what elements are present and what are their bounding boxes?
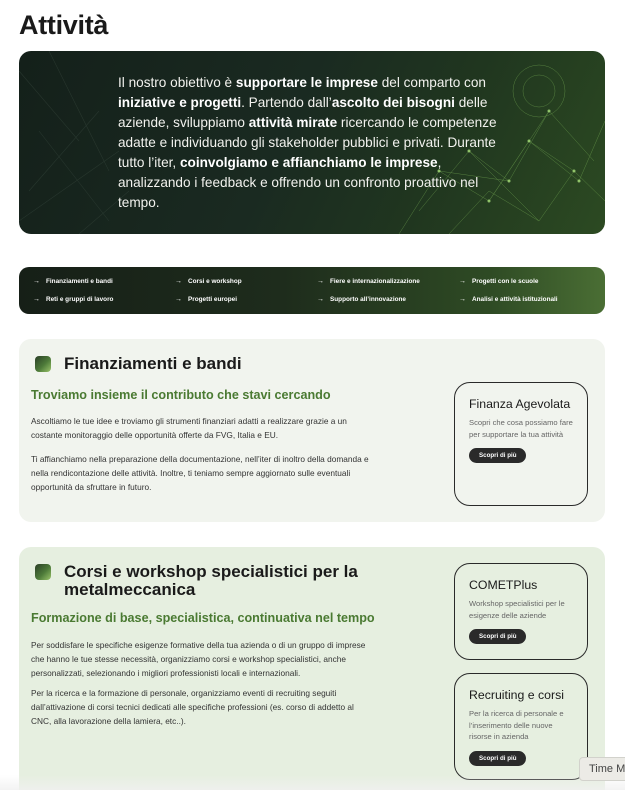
nav-link-label: Reti e gruppi di lavoro <box>46 296 114 303</box>
nav-link-label: Analisi e attività istituzionali <box>472 296 558 303</box>
nav-link[interactable] <box>175 275 317 288</box>
card-text: Workshop specialistici per le esigenze delle aziende <box>469 599 565 620</box>
section-finanziamenti <box>19 339 605 522</box>
nav-link-label: Finanziamenti e bandi <box>46 278 113 285</box>
card-recruiting-corsi[interactable] <box>454 673 588 780</box>
arrow-right-icon: → <box>317 278 324 285</box>
arrow-right-icon: → <box>175 278 182 285</box>
card-finanza-agevolata[interactable] <box>454 382 588 506</box>
section-title: Corsi e workshop specialistici per la metalmeccanica <box>64 562 358 599</box>
page-title: Attività <box>19 10 109 40</box>
card-text: Per la ricerca di personale e l’inserimento delle nuove risorse in azienda <box>469 709 564 741</box>
learn-more-button[interactable]: Scopri di più <box>469 751 526 766</box>
arrow-right-icon: → <box>175 296 182 303</box>
nav-link-label: Corsi e workshop <box>188 278 242 285</box>
section-subtitle: Formazione di base, specialistica, continuativa nel tempo <box>31 611 375 625</box>
nav-link[interactable] <box>33 293 175 306</box>
hero-text-segment: Il nostro obiettivo è <box>118 75 236 90</box>
section-paragraph: Ti affianchiamo nella preparazione della documentazione, nell’iter di inoltro della domanda e nella rendicontazione delle attività. Inoltre, ti teniamo sempre aggiornato sulle eventuali opportunità da sfruttare in futuro. <box>31 454 369 492</box>
hero-text-segment: , analizzando i feedback e offrendo un confronto proattivo nel tempo. <box>118 155 479 210</box>
hero-text-segment: ricercando le competenze adatte e individuando gli stakeholder pubblici e privati. Durante tutto l’iter, <box>118 115 497 170</box>
section-subtitle: Troviamo insieme il contributo che stavi cercando <box>31 388 331 402</box>
arrow-right-icon: → <box>459 296 466 303</box>
nav-link[interactable] <box>175 293 317 306</box>
nav-link-label: Progetti europei <box>188 296 238 303</box>
hero-text-segment: delle aziende, sviluppiamo <box>118 95 488 130</box>
nav-link[interactable] <box>459 275 601 288</box>
nav-link-label: Supporto all’innovazione <box>330 296 406 303</box>
section-icon <box>35 564 51 580</box>
arrow-right-icon: → <box>459 278 466 285</box>
section-paragraph: Per soddisfare le specifiche esigenze formative della tua azienda o di un gruppo di imprese che hanno le tue stesse necessità, organizziamo corsi e workshop specialistici, anche personalizzati, selezionando i migliori professionisti locali e internazionali. <box>31 640 366 678</box>
hero-text-segment: attività mirate <box>248 115 338 130</box>
card-title: COMETPlus <box>469 578 538 592</box>
learn-more-button[interactable]: Scopri di più <box>469 448 526 463</box>
section-icon <box>35 356 51 372</box>
activities-nav <box>19 267 605 314</box>
nav-link-label: Progetti con le scuole <box>472 278 539 285</box>
nav-link-label: Fiere e internazionalizzazione <box>330 278 420 285</box>
hero-banner <box>19 51 605 234</box>
hero-text-segment: coinvolgiamo e affianchiamo le imprese <box>179 155 438 170</box>
card-title: Finanza Agevolata <box>469 397 571 411</box>
section-corsi-workshop <box>19 547 605 790</box>
nav-link[interactable] <box>459 293 601 306</box>
card-text: Scopri che cosa possiamo fare per supportare la tua attività <box>469 418 573 439</box>
section-paragraph: Per la ricerca e la formazione di personale, organizziamo eventi di recruiting seguiti dall’attivazione di corsi tecnici dedicati alle specifiche professioni (es. corso di addetto al CNC, alla lavorazione della lamiera, etc..). <box>31 688 354 726</box>
time-widget-tab[interactable]: Time M <box>579 757 625 781</box>
section-paragraph: Ascoltiamo le tue idee e troviamo gli strumenti finanziari adatti a realizzare grazie a un costante monitoraggio delle opportunità offerte da FVG, Italia e EU. <box>31 416 347 440</box>
learn-more-button[interactable]: Scopri di più <box>469 629 526 644</box>
section-body <box>31 638 376 728</box>
nav-link[interactable] <box>317 293 459 306</box>
arrow-right-icon: → <box>317 296 324 303</box>
hero-text-segment: iniziative e progetti <box>118 95 242 110</box>
hero-text-segment: supportare le imprese <box>235 75 378 90</box>
hero-text-segment: del comparto con <box>377 75 486 90</box>
card-cometplus[interactable] <box>454 563 588 660</box>
arrow-right-icon: → <box>33 278 40 285</box>
nav-link[interactable] <box>317 275 459 288</box>
card-title: Recruiting e corsi <box>469 688 564 702</box>
section-title: Finanziamenti e bandi <box>64 354 242 373</box>
bottom-fade <box>0 775 625 790</box>
hero-text-segment: . Partendo dall’ <box>241 95 332 110</box>
section-body <box>31 414 376 494</box>
hero-text <box>118 73 513 213</box>
hero-text-segment: ascolto dei bisogni <box>331 95 455 110</box>
arrow-right-icon: → <box>33 296 40 303</box>
nav-link[interactable] <box>33 275 175 288</box>
